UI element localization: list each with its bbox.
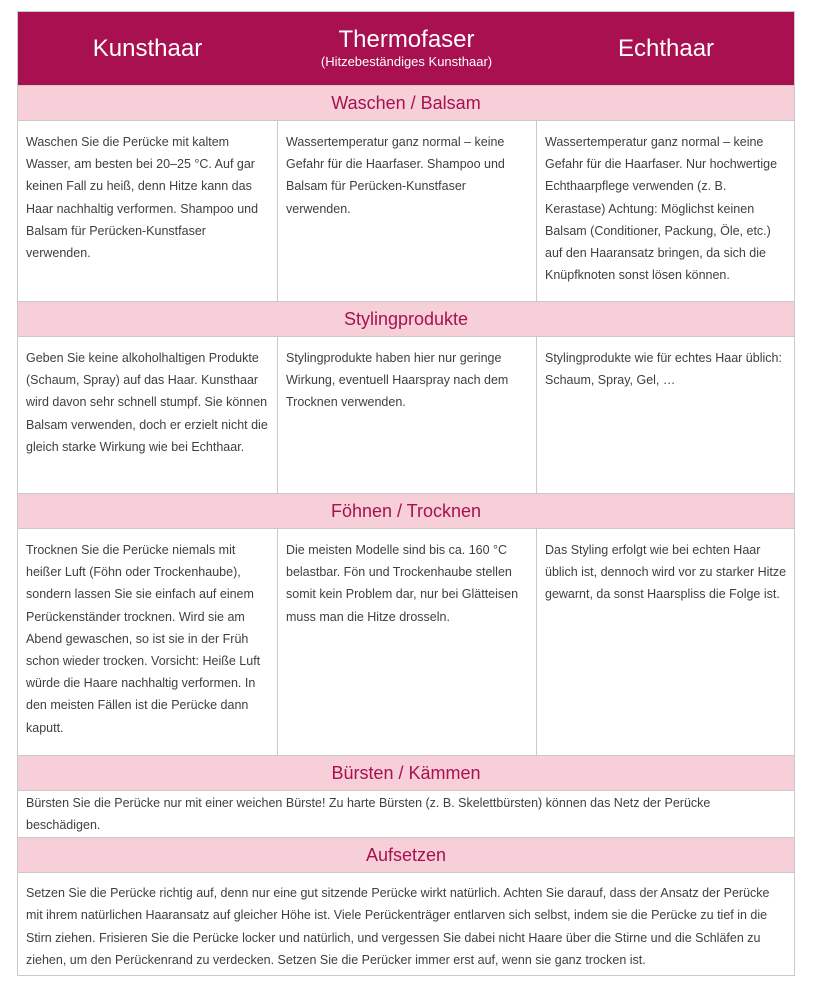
section-title-putting-on: Aufsetzen: [18, 837, 794, 873]
putting-on-text: Setzen Sie die Perücke richtig auf, denn nur eine gut sitzende Perücke wirkt natürlich. Achten Sie darauf, dass der Ansatz der Perücke mit ihrem natürlichen Haaransatz auf gleicher Höhe ist. Viele Perückenträger entlarven sich selbst, indem sie die Perücke zu tief in die Stirn ziehen. Frisieren Sie die Perücke locker und natürlich, und vergessen Sie dabei nicht Haare über die Stirne und die Schläfen zu ziehen, um den Perückenrand zu verdecken. Setzen Sie die Perücker immer erst auf, wenn sie ganz trocken ist.: [26, 886, 770, 967]
cell-styling-echthaar: Stylingprodukte wie für echtes Haar üblich: Schaum, Spray, Gel, …: [536, 337, 796, 493]
brushing-text: Bürsten Sie die Perücke nur mit einer weichen Bürste! Zu harte Bürsten (z. B. Skelettbürsten) können das Netz der Perücke beschädigen.: [26, 795, 711, 832]
section-title-washing: Waschen / Balsam: [18, 85, 794, 121]
header-thermofaser-subtitle: (Hitzebeständiges Kunsthaar): [320, 54, 493, 69]
header-echthaar: [536, 12, 796, 85]
cell-drying-kunsthaar: Trocknen Sie die Perücke niemals mit heißer Luft (Föhn oder Trockenhaube), sondern lassen Sie sie einfach auf einem Perückenständer trocknen. Wird sie am Abend gewaschen, so ist sie in der Früh schon wieder trocken. Vorsicht: Heiße Luft würde die Haare nachhaltig verformen. In den meisten Fällen ist die Perücke dann kaputt.: [26, 543, 261, 735]
hair-care-table: [17, 11, 795, 976]
header-thermofaser: [277, 12, 536, 85]
table-header: [18, 12, 794, 85]
header-echthaar-title: Echthaar: [617, 34, 715, 62]
cell-washing-thermofaser: Wassertemperatur ganz normal – keine Gefahr für die Haarfaser. Shampoo und Balsam für Perücken-Kunstfaser verwenden.: [277, 121, 536, 301]
section-title-styling: Stylingprodukte: [18, 301, 794, 337]
cell-drying-echthaar: Das Styling erfolgt wie bei echten Haar üblich ist, dennoch wird vor zu starker Hitze gewarnt, da sonst Haarspliss die Folge ist.: [536, 529, 796, 755]
row-putting-on: [18, 873, 794, 975]
cell-washing-echthaar: Wassertemperatur ganz normal – keine Gefahr für die Haarfaser. Nur hochwertige Echthaarpflege verwenden (z. B. Kerastase) Achtung: Möglichst keinen Balsam (Conditioner, Packung, Öle, etc.) auf den Haaransatz bringen, da sich die Knüpfknoten sonst lösen können.: [536, 121, 796, 301]
header-thermofaser-title: Thermofaser: [338, 26, 475, 53]
row-styling: [18, 337, 794, 493]
header-kunsthaar-title: Kunsthaar: [92, 34, 203, 62]
cell-washing-kunsthaar: Waschen Sie die Perücke mit kaltem Wasser, am besten bei 20–25 °C. Auf gar keinen Fall zu heiß, denn Hitze kann das Haar nachhaltig verformen. Shampoo und Balsam für Perücken-Kunstfaser verwenden.: [26, 135, 259, 261]
cell-drying-thermofaser: Die meisten Modelle sind bis ca. 160 °C belastbar. Fön und Trockenhaube stellen somit kein Problem dar, nur bei Glätteisen muss man die Hitze drosseln.: [277, 529, 536, 755]
cell-styling-thermofaser: Stylingprodukte haben hier nur geringe Wirkung, eventuell Haarspray nach dem Trocknen verwenden.: [277, 337, 536, 493]
header-kunsthaar: [18, 12, 277, 85]
row-washing: [18, 121, 794, 301]
row-brushing: [18, 791, 794, 837]
section-title-drying: Föhnen / Trocknen: [18, 493, 794, 529]
section-title-brushing: Bürsten / Kämmen: [18, 755, 794, 791]
cell-styling-kunsthaar: Geben Sie keine alkoholhaltigen Produkte (Schaum, Spray) auf das Haar. Kunsthaar wird davon sehr schnell stumpf. Sie können Balsam verwenden, doch er erzielt nicht die gleich starke Wirkung wie bei Echthaar.: [26, 351, 268, 454]
row-drying: [18, 529, 794, 755]
